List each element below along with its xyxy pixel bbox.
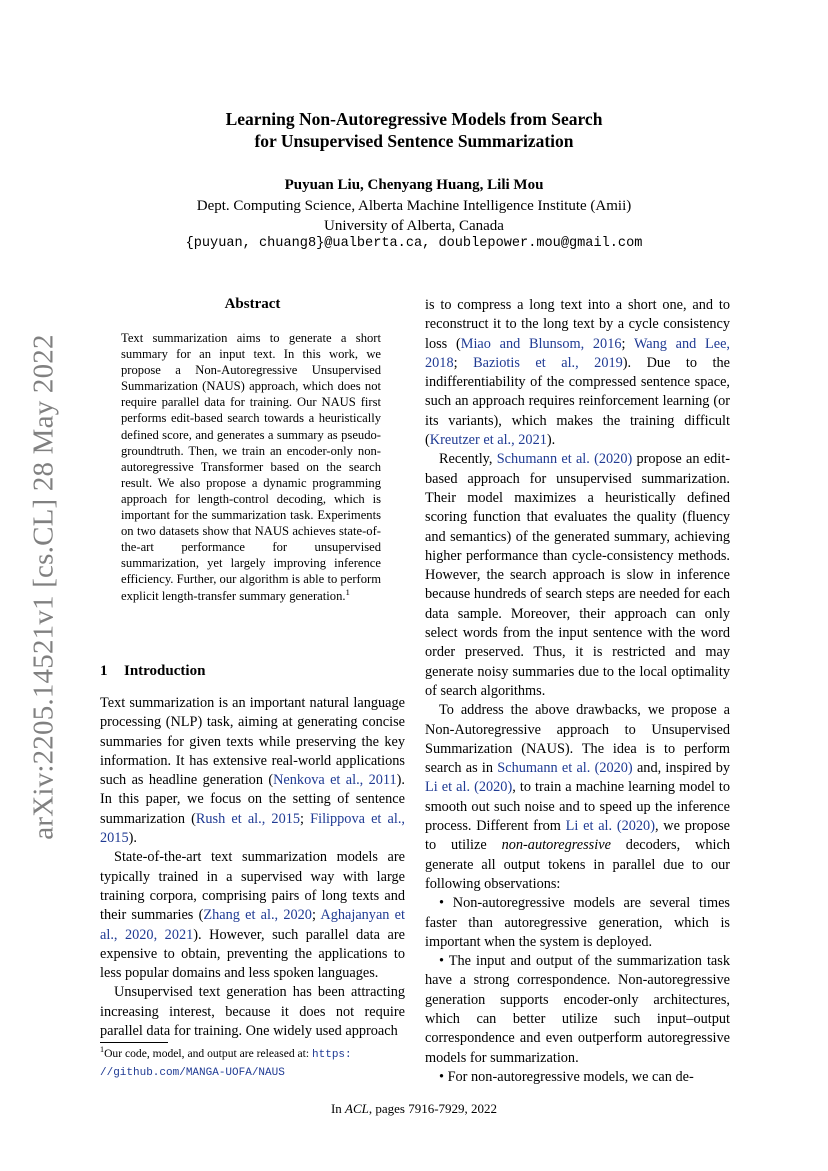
- footnote-rule: [100, 1042, 168, 1043]
- citation-link[interactable]: Zhang et al., 2020: [203, 907, 312, 924]
- author-list: Puyuan Liu, Chenyang Huang, Lili Mou: [284, 177, 544, 193]
- abstract-text: Text summarization aims to generate a short summary for an input text. In this work, we propose a Non-Autoregressive Unsupervised Summarization (NAUS) approach, which does not require parallel data for training. Our NAUS first performs edit-based search towards a heuristically defined score, and generates a summary as pseudo-groundtruth. Then, we train an encoder-only non-autoregressive Transformer based on the search result. We also propose a dynamic programming approach for length-control decoding, which is important for the summarization task. Experiments on two datasets show that NAUS achieves state-of-the-art performance for unsupervised summarization, yet largely improving inference efficiency. Further, our algorithm is able to perform explicit length-transfer summary generation.$^1$: [121, 331, 381, 603]
- intro-paragraph: Recently, Schumann et al. (2020) propose an edit-based approach for unsupervised summarization. Their model maximizes a heuristically defined scoring function that evaluates the quality (fluency and semantics) of the generated summary, achieving higher performance than cycle-consistency methods. However, the search approach is slow in inference because hundreds of search steps are needed for each data sample. Moreover, their approach can only select words from the input sentence with the word order preserved. Thus, it is restricted and may generate noisy summaries due to the local optimality of search algorithms.: [425, 451, 730, 699]
- right-column-body: [425, 296, 730, 1087]
- intro-paragraph: is to compress a long text into a short one, and to reconstruct it to the long text by a cycle consistency loss (Miao and Blunsom, 2016; Wang and Lee, 2018; Baziotis et al., 2019). Due to the indifferentiability of the compressed sentence space, such an approach requires reinforcement learning (or its variants), which makes the training difficult (Kreutzer et al., 2021).: [425, 297, 730, 449]
- page-footer: In ACL, pages 7916-7929, 2022: [330, 1101, 498, 1116]
- intro-paragraph: Text summarization is an important natural language processing (NLP) task, aiming at generating concise summaries for given texts while preserving the key information. It has extensive real-world applications such as headline generation (Nenkova et al., 2011). In this paper, we focus on the setting of sentence summarization (Rush et al., 2015; Filippova et al., 2015).: [100, 695, 406, 847]
- code-url-link[interactable]: https: //github.com/MANGA-UOFA/NAUS: [100, 1049, 352, 1079]
- citation-link[interactable]: Nenkova et al., 2011: [273, 772, 397, 789]
- footnote-mark: 1: [345, 586, 350, 597]
- citation-link[interactable]: Li et al. (2020): [565, 818, 655, 835]
- citation-link[interactable]: Aghajanyan et al., 2020, 2021: [100, 907, 405, 943]
- abstract-heading: Abstract: [224, 296, 281, 312]
- citation-link[interactable]: Miao and Blunsom, 2016: [460, 335, 622, 352]
- bullet-item: • The input and output of the summarization task have a strong correspondence. Non-autoregressive generation supports encoder-only architectures, which can better utilize such input–output correspondence and even outperform autoregressive models for summarization.: [425, 953, 730, 1066]
- section-heading-introduction: 1 Introduction: [100, 663, 206, 679]
- left-column-body: [100, 694, 405, 1041]
- citation-link[interactable]: Filippova et al., 2015: [100, 810, 405, 847]
- intro-paragraph: To address the above drawbacks, we propose a Non-Autoregressive approach to Unsupervised Summarization (NAUS). The idea is to perform search as in Schumann et al. (2020) and, inspired by Li et al. (2020), to train a machine learning model to smooth out such noise and to speed up the inference process. Different from Li et al. (2020), we propose to utilize non-autoregressive decoders, which generate all output tokens in parallel due to our following observations:: [425, 702, 731, 892]
- author-emails: {puyuan, chuang8}@ualberta.ca, doublepower.mou@gmail.com: [185, 236, 643, 251]
- citation-link[interactable]: Li et al. (2020): [425, 779, 513, 796]
- intro-paragraph: Unsupervised text generation has been attracting increasing interest, because it does not require parallel data for training. One widely used approach: [100, 984, 405, 1040]
- bullet-item: • For non-autoregressive models, we can de-: [439, 1068, 694, 1085]
- citation-link[interactable]: Wang and Lee, 2018: [425, 335, 730, 371]
- citation-link[interactable]: Kreutzer et al., 2021: [429, 432, 547, 449]
- citation-link[interactable]: Rush et al., 2015: [195, 810, 301, 827]
- citation-link[interactable]: Schumann et al. (2020): [496, 451, 633, 468]
- affiliation: Dept. Computing Science, Alberta Machine Intelligence Institute (Amii) University of Alberta, Canada: [196, 198, 632, 234]
- citation-link[interactable]: Baziotis et al., 2019: [473, 354, 623, 371]
- bullet-item: • Non-autoregressive models are several times faster than autoregressive generation, which is important when the system is deployed.: [425, 895, 730, 950]
- citation-link[interactable]: Schumann et al. (2020): [497, 760, 633, 777]
- paper-title: Learning Non-Autoregressive Models from Search for Unsupervised Sentence Summarization: [225, 109, 603, 151]
- intro-paragraph: State-of-the-art text summarization models are typically trained in a supervised way with large training corpora, comprising pairs of long texts and their summaries (Zhang et al., 2020; Aghajanyan et al., 2020, 2021). However, such parallel data are expensive to obtain, preventing the applications to less popular domains and less spoken languages.: [100, 849, 405, 982]
- footnote: $^1$Our code, model, and output are released at: https: //github.com/MANGA-UOFA/NAUS: [100, 1045, 352, 1079]
